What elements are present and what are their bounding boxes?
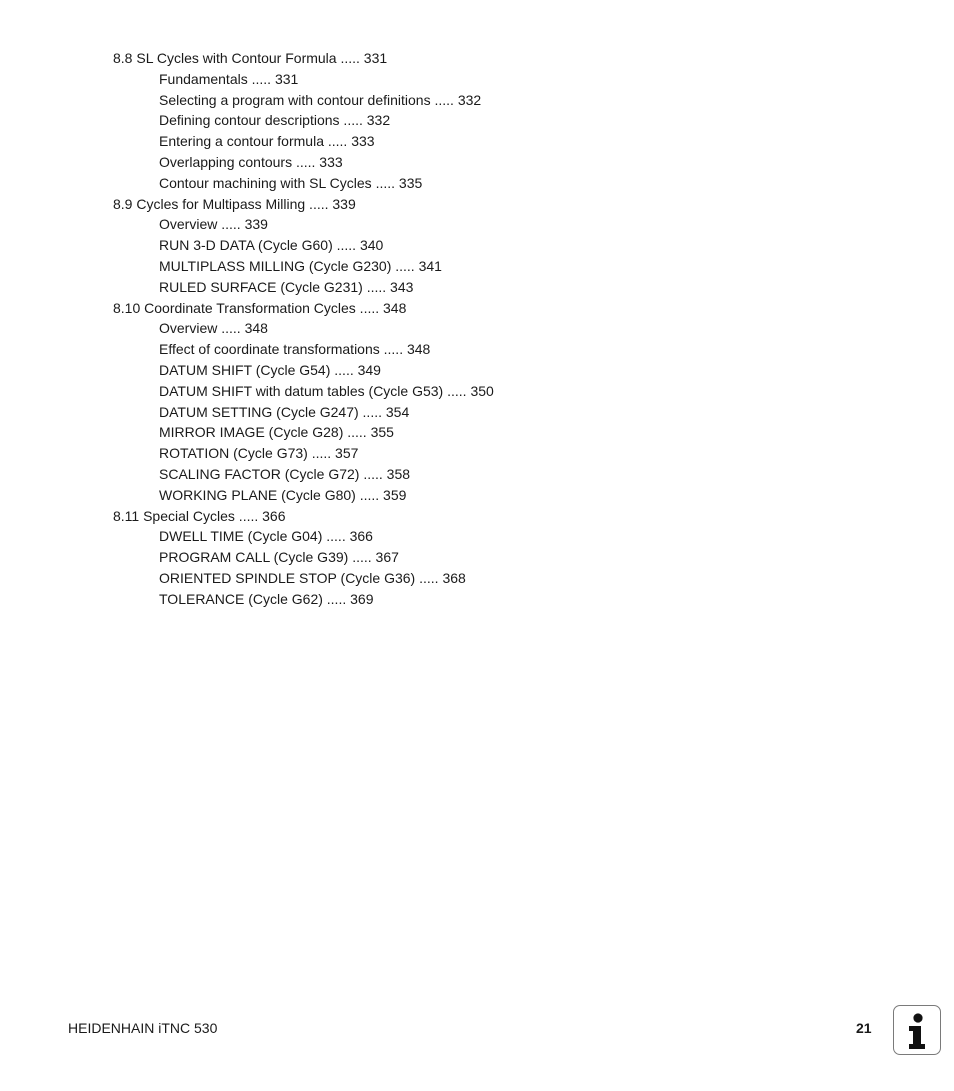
toc-subsection-entry[interactable]: DWELL TIME (Cycle G04) ..... 366 [159,528,373,545]
toc-subsection-entry[interactable]: SCALING FACTOR (Cycle G72) ..... 358 [159,465,411,482]
toc-subsection-entry[interactable]: Overview ..... 339 [159,216,268,233]
footer-title: HEIDENHAIN iTNC 530 [68,1020,218,1036]
toc-subsection-entry[interactable]: WORKING PLANE (Cycle G80) ..... 359 [159,486,407,503]
toc-subsection-entry[interactable]: TOLERANCE (Cycle G62) ..... 369 [159,590,374,607]
toc-subsection-entry[interactable]: RUN 3-D DATA (Cycle G60) ..... 340 [159,237,384,254]
toc-subsection-entry[interactable]: DATUM SHIFT (Cycle G54) ..... 349 [159,361,381,378]
toc-subsection-entry[interactable]: DATUM SETTING (Cycle G247) ..... 354 [159,403,410,420]
toc-subsection-entry[interactable]: Overview ..... 348 [159,320,268,337]
toc-section-entry[interactable]: 8.9 Cycles for Multipass Milling ..... 339 [113,195,356,212]
info-icon [893,1005,941,1055]
toc-subsection-entry[interactable]: RULED SURFACE (Cycle G231) ..... 343 [159,278,414,295]
toc-subsection-entry[interactable]: MULTIPLASS MILLING (Cycle G230) ..... 341 [159,257,442,274]
toc-subsection-entry[interactable]: Effect of coordinate transformations ..... 348 [159,341,431,358]
toc-subsection-entry[interactable]: Selecting a program with contour definitions ..... 332 [159,91,482,108]
table-of-contents [113,48,913,610]
toc-section-entry[interactable]: 8.10 Coordinate Transformation Cycles ..... 348 [113,299,407,316]
toc-subsection-entry[interactable]: Overlapping contours ..... 333 [159,153,343,170]
toc-subsection-entry[interactable]: Contour machining with SL Cycles ..... 335 [159,174,423,191]
toc-subsection-entry[interactable]: Defining contour descriptions ..... 332 [159,112,391,129]
toc-subsection-entry[interactable]: PROGRAM CALL (Cycle G39) ..... 367 [159,549,399,566]
toc-section-entry[interactable]: 8.11 Special Cycles ..... 366 [113,507,286,524]
page-number: 21 [856,1020,872,1036]
toc-subsection-entry[interactable]: Entering a contour formula ..... 333 [159,133,375,150]
toc-subsection-entry[interactable]: ROTATION (Cycle G73) ..... 357 [159,445,359,462]
toc-section-entry[interactable]: 8.8 SL Cycles with Contour Formula ..... 331 [113,50,388,66]
toc-subsection-entry[interactable]: MIRROR IMAGE (Cycle G28) ..... 355 [159,424,394,441]
toc-subsection-entry[interactable]: DATUM SHIFT with datum tables (Cycle G53) ..... 350 [159,382,494,399]
toc-subsection-entry[interactable]: Fundamentals ..... 331 [159,70,299,87]
toc-subsection-entry[interactable]: ORIENTED SPINDLE STOP (Cycle G36) ..... 368 [159,569,466,586]
